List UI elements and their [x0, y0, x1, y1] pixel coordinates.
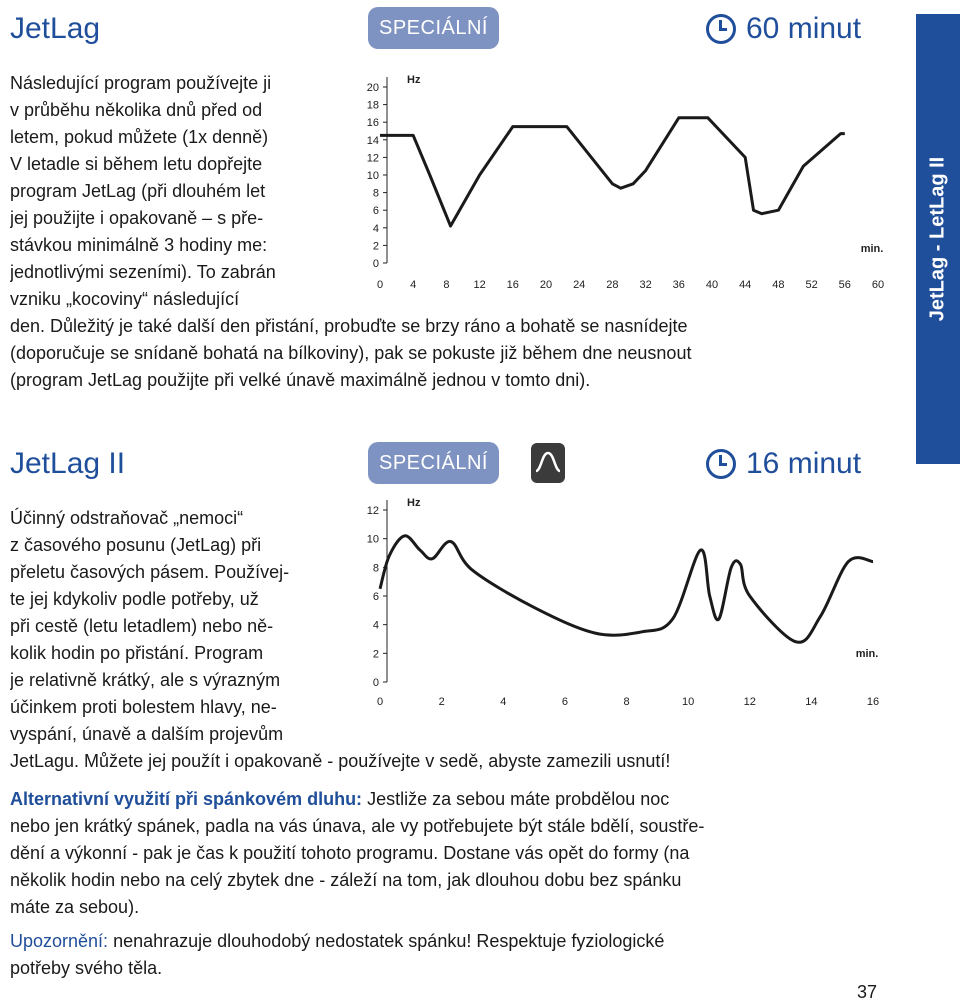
clock-icon	[706, 14, 736, 44]
text-line: (program JetLag použijte při velké únavě maximálně jednou v tomto dni).	[10, 370, 591, 390]
text-line: den. Důležitý je také další den přistání, probuďte se brzy ráno a bohatě se nasnídejte	[10, 316, 688, 336]
text-line: Účinný odstraňovač „nemoci“	[10, 508, 244, 528]
text-line: nenahrazuje dlouhodobý nedostatek spánku! Respektuje fyziologické	[108, 931, 665, 951]
x-tick-label: 2	[438, 696, 445, 708]
x-tick-label: 4	[500, 696, 507, 708]
y-tick-label: 6	[372, 205, 379, 218]
y-tick-label: 0	[372, 677, 379, 689]
x-tick-label: 14	[805, 696, 818, 708]
y-tick-label: 2	[372, 648, 379, 661]
x-tick-label: 12	[743, 696, 756, 708]
x-tick-label: 60	[871, 279, 885, 291]
sine-wave-icon	[531, 443, 565, 483]
section1-intro-text	[10, 70, 332, 313]
y-tick-label: 6	[372, 591, 379, 603]
text-line: JetLagu. Můžete jej použít i opakovaně - používejte v sedě, abyste zamezili usnutí!	[10, 751, 671, 771]
y-tick-label: 12	[366, 505, 379, 517]
x-tick-label: 12	[473, 279, 486, 291]
section-title-jetlag: JetLag	[10, 12, 101, 45]
x-tick-label: 48	[772, 279, 785, 291]
warning-heading: Upozornění:	[10, 931, 109, 951]
x-axis-label: min.	[860, 243, 884, 255]
text-line: stávkou minimálně 3 hodiny me:	[10, 235, 268, 255]
text-line: jej použijte i opakovaně – s pře-	[10, 208, 264, 228]
x-tick-label: 0	[376, 279, 384, 291]
y-tick-label: 8	[372, 187, 379, 200]
text-line: při cestě (letu letadlem) nebo ně-	[10, 616, 274, 636]
text-line: Následující program používejte ji	[10, 73, 272, 93]
section2-intro-text	[10, 505, 340, 748]
text-line: te jej kdykoliv podle potřeby, už	[10, 589, 259, 609]
y-axis-label: Hz	[407, 497, 421, 509]
frequency-chart-jetlag	[335, 70, 895, 305]
text-line: je relativně krátký, ale s výrazným	[10, 670, 281, 690]
text-line: letem, pokud můžete (1x denně)	[10, 127, 269, 147]
special-badge: SPECIÁLNÍ	[368, 442, 499, 484]
x-tick-label: 44	[739, 279, 752, 291]
y-tick-label: 4	[372, 619, 379, 632]
y-tick-label: 20	[366, 82, 379, 94]
y-tick-label: 10	[366, 170, 379, 182]
text-line: v průběhu několika dnů před od	[10, 100, 263, 120]
text-line: Jestliže za sebou máte probdělou noc	[362, 789, 670, 809]
duration-text: 60 minut	[746, 12, 862, 45]
y-tick-label: 0	[372, 258, 379, 270]
text-line: máte za sebou).	[10, 897, 140, 917]
x-tick-label: 16	[506, 279, 519, 291]
y-tick-label: 12	[366, 152, 379, 165]
text-line: program JetLag (při dlouhém let	[10, 181, 266, 201]
x-tick-label: 20	[539, 279, 553, 291]
x-tick-label: 52	[805, 279, 818, 291]
x-tick-label: 36	[672, 279, 685, 291]
text-line: kolik hodin po přistání. Program	[10, 643, 264, 663]
x-tick-label: 6	[561, 696, 568, 708]
text-line: V letadle si během letu dopřejte	[10, 154, 263, 174]
y-tick-label: 16	[366, 117, 379, 130]
text-line: přeletu časových pásem. Používej-	[10, 562, 290, 582]
y-axis-label: Hz	[407, 74, 421, 86]
y-tick-label: 8	[372, 562, 379, 575]
duration-label	[706, 447, 861, 481]
warning-paragraph	[10, 928, 910, 982]
text-line: vzniku „kocoviny“ následující	[10, 289, 240, 309]
x-tick-label: 24	[573, 279, 586, 291]
x-tick-label: 56	[838, 279, 851, 291]
sidebar-label: JetLag - LetLag II	[926, 156, 949, 322]
text-line: (doporučuje se snídaně bohatá na bílkoviny), pak se pokuste již během dne neusnout	[10, 343, 692, 363]
text-line: potřeby svého těla.	[10, 958, 163, 978]
series-line	[380, 536, 873, 643]
text-line: několik hodin nebo na celý zbytek dne - záleží na tom, jak dlouhou dobu bez spánku	[10, 870, 682, 890]
x-tick-label: 0	[376, 696, 384, 708]
alternative-usage-paragraph	[10, 786, 910, 921]
section1-full-text	[10, 313, 890, 394]
y-tick-label: 2	[372, 240, 379, 253]
text-line: vyspání, únavě a dalším projevům	[10, 724, 284, 744]
section-title-jetlag-ii: JetLag II	[10, 447, 126, 480]
sidebar-tab	[916, 14, 960, 464]
text-line: jednotlivými sezeními). To zabrán	[10, 262, 276, 282]
duration-text: 16 minut	[746, 447, 862, 480]
x-tick-label: 10	[682, 696, 695, 708]
y-tick-label: 4	[372, 222, 379, 235]
x-tick-label: 8	[443, 279, 450, 291]
special-badge: SPECIÁLNÍ	[368, 7, 499, 49]
frequency-chart-jetlag-ii	[335, 495, 895, 720]
x-tick-label: 16	[866, 696, 880, 708]
series-line	[380, 118, 845, 226]
text-line: účinkem proti bolestem hlavy, ne-	[10, 697, 277, 717]
section2-full-text	[10, 748, 890, 775]
y-tick-label: 18	[366, 99, 379, 112]
x-tick-label: 32	[639, 279, 652, 291]
x-tick-label: 8	[623, 696, 630, 708]
text-line: dění a výkonní - pak je čas k použití tohoto programu. Dostane vás opět do formy (na	[10, 843, 690, 863]
x-tick-label: 40	[705, 279, 719, 291]
x-tick-label: 4	[410, 279, 417, 291]
text-line: z časového posunu (JetLag) při	[10, 535, 262, 555]
y-tick-label: 14	[366, 134, 379, 147]
y-tick-label: 10	[366, 533, 379, 546]
page-number: 37	[857, 982, 878, 1002]
duration-label	[706, 12, 861, 46]
x-tick-label: 28	[606, 279, 619, 291]
clock-icon	[706, 449, 736, 479]
x-axis-label: min.	[855, 648, 879, 660]
text-line: nebo jen krátký spánek, padla na vás únava, ale vy potřebujete být stále bdělí, soustře-	[10, 816, 705, 836]
alternative-usage-heading: Alternativní využití při spánkovém dluhu:	[10, 789, 363, 809]
